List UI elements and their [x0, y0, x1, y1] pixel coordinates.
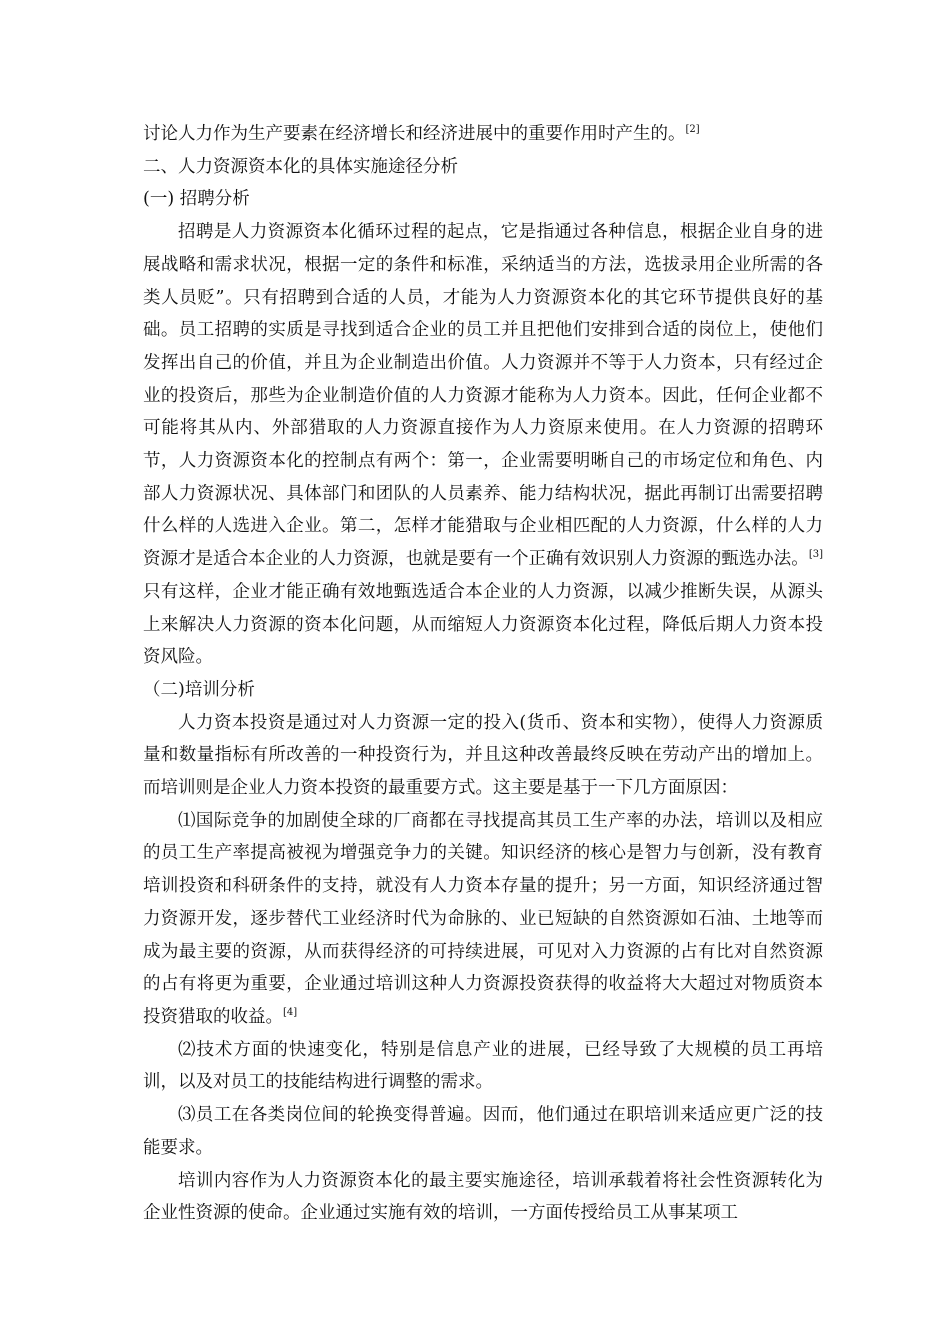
document-body: [143, 118, 823, 1230]
paragraph-training-intro: 人力资本投资是通过对人力资源一定的投入(货币、资本和实物），使得人力资源质量和数量指标有所改善的一种投资行为，并且这种改善最终反映在劳动产出的增加上。而培训则是企业人力资本投资的最重要方式。这主要是基于一下几方面原因：: [143, 712, 823, 799]
citation-ref: [3]: [808, 549, 823, 561]
paragraph-text: 讨论人力作为生产要素在经济增长和经济进展中的重要作用时产生的。: [143, 124, 686, 144]
paragraph-text: 只有这样，企业才能正确有效地甄选适合本企业的人力资源，以减少推断失误，从源头上来解决人力资源的资本化问题，从而缩短人力资源资本化过程，降低后期人力资本投资风险。: [143, 581, 823, 668]
paragraph-reason-3: ⑶员工在各类岗位间的轮换变得普遍。因而，他们通过在职培训来适应更广泛的技能要求。: [143, 1105, 823, 1158]
paragraph-reason-1: [143, 805, 823, 1034]
paragraph-text: ⑴国际竞争的加剧使全球的厂商都在寻找提高其员工生产率的办法，培训以及相应的员工生产率提高被视为增强竞争力的关键。知识经济的核心是智力与创新，没有教育培训投资和科研条件的支持，就没有人力资本存量的提升；另一方面，知识经济通过智力资源开发，逐步替代工业经济时代为命脉的、业已短缺的自然资源如石油、土地等而成为最主要的资源，从而获得经济的可持续进展，可见对入力资源的占有比对自然资源的占有将更为重要，企业通过培训这种人力资源投资获得的收益将大大超过对物质资本投资猎取的收益。: [143, 810, 823, 1027]
paragraph-reason-2: ⑵技术方面的快速变化，特别是信息产业的进展，已经导致了大规模的员工再培训，以及对员工的技能结构进行调整的需求。: [143, 1039, 823, 1093]
paragraph-training-content: 培训内容作为人力资源资本化的最主要实施途径，培训承载着将社会性资源转化为企业性资源的使命。企业通过实施有效的培训，一方面传授给员工从事某项工: [143, 1170, 823, 1224]
citation-ref: [4]: [283, 1006, 298, 1018]
paragraph-recruitment: [143, 216, 823, 674]
subsection-heading-recruitment: (一) 招聘分析: [143, 189, 250, 210]
paragraph-text: 招聘是人力资源资本化循环过程的起点，它是指通过各种信息，根据企业自身的进展战略和需求状况，根据一定的条件和标准，采纳适当的方法，选拔录用企业所需的各类人员贬”。只有招聘到合适的人员，才能为人力资源资本化的其它环节提供良好的基础。员工招聘的实质是寻找到适合企业的员工并且把他们安排到合适的岗位上，使他们发挥出自己的价值，并且为企业制造出价值。人力资源并不等于人力资本，只有经过企业的投资后，那些为企业制造价值的人力资源才能称为人力资本。因此，任何企业都不可能将其从内、外部猎取的人力资源直接作为人力资原来使用。在人力资源的招聘环节，人力资源资本化的控制点有两个：第一，企业需要明晰自己的市场定位和角色、内部人力资源状况、具体部门和团队的人员素养、能力结构状况，据此再制订出需要招聘什么样的人选进入企业。第二，怎样才能猎取与企业相匹配的人力资源，什么样的人力资源才是适合本企业的人力资源，也就是要有一个正确有效识别人力资源的甄选办法。: [143, 222, 823, 570]
citation-ref: [2]: [685, 124, 700, 135]
section-heading: 二、人力资源资本化的具体实施途径分析: [143, 156, 458, 177]
subsection-heading-training: （二)培训分析: [143, 679, 255, 700]
paragraph-continuation: [143, 118, 823, 151]
